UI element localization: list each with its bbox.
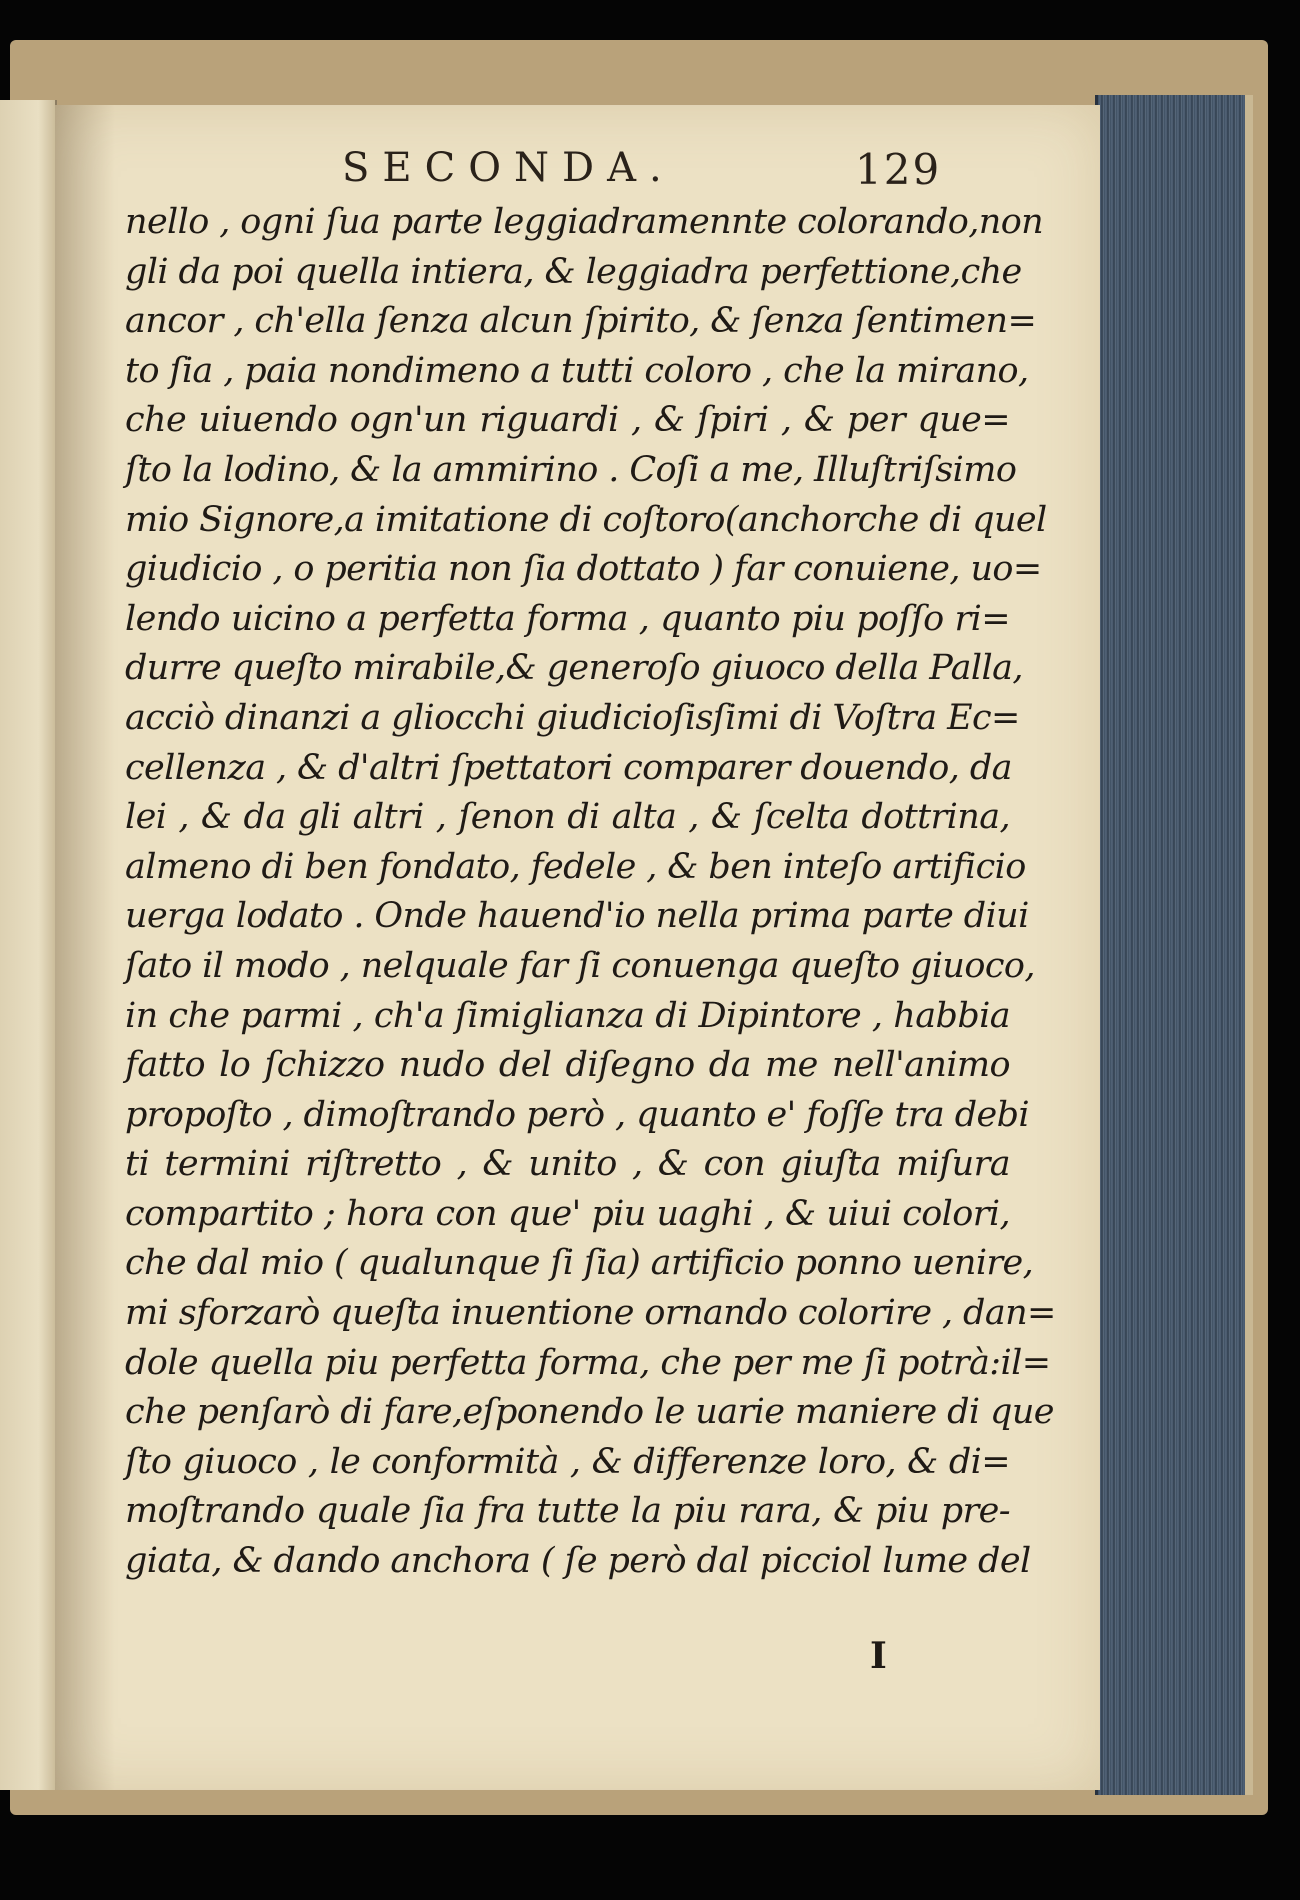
cover-edge (1245, 95, 1253, 1795)
text-line: che penſarò di fare,eſponendo le uarie maniere di que (125, 1392, 1054, 1433)
page-number: 129 (855, 145, 942, 194)
text-line: ti termini riſtretto , & unito , & con giuſta miſura (125, 1144, 1010, 1185)
text-line: giudicio , o peritia non ſia dottato ) far conuiene, uo= (125, 549, 1042, 590)
text-line: ſto giuoco , le conformità , & differenze loro, & di= (125, 1441, 1010, 1482)
text-line: acciò dinanzi a gliocchi giudicioſisſimi di Voſtra Ec= (125, 697, 1020, 738)
text-line: lendo uicino a perfetta forma , quanto piu poſſo ri= (125, 598, 1010, 639)
gutter-shadow (55, 105, 115, 1790)
text-line: che dal mio ( qualunque ſi ſia) artificio ponno uenire, (125, 1243, 1034, 1284)
text-line: ſato il modo , nelquale far ſi conuenga queſto giuoco, (125, 945, 1035, 986)
text-line: uerga lodato . Onde hauend'io nella prima parte diui (125, 896, 1029, 937)
text-line: dole quella piu perfetta forma, che per me ſi potrà:il= (125, 1342, 1051, 1383)
text-line: almeno di ben fondato, fedele , & ben inteſo artificio (125, 846, 1026, 887)
signature-mark: I (870, 1635, 887, 1677)
text-line: giata, & dando anchora ( ſe però dal picciol lume del (125, 1541, 1031, 1582)
text-line: in che parmi , ch'a ſimiglianza di Dipintore , habbia (125, 995, 1010, 1036)
text-line: mi sforzarò queſta inuentione ornando colorire , dan= (125, 1293, 1056, 1334)
text-line: mio Signore,a imitatione di coſtoro(anchorche di quel (125, 499, 1047, 540)
page-stack-edge (1095, 95, 1253, 1795)
text-line: ancor , ch'ella ſenza alcun ſpirito, & ſenza ſentimen= (125, 301, 1037, 342)
text-line: compartito ; hora con que' piu uaghi , & uiui colori, (125, 1193, 1010, 1234)
text-line: moſtrando quale ſia fra tutte la piu rara, & piu pre- (125, 1491, 1010, 1532)
left-page-edge (0, 100, 57, 1790)
text-line: durre queſto mirabile,& generoſo giuoco della Palla, (125, 648, 1023, 689)
text-line: che uiuendo ogn'un riguardi , & ſpiri , & per que= (125, 400, 1010, 441)
text-line: fatto lo ſchizzo nudo del diſegno da me nell'animo (125, 1045, 1010, 1086)
text-line: propoſto , dimoſtrando però , quanto e' foſſe tra debi (125, 1094, 1030, 1135)
text-line: ſto la lodino, & la ammirino . Coſi a me, Illuſtriſsimo (125, 449, 1017, 490)
text-line: nello , ogni ſua parte leggiadramennte colorando,non (125, 202, 1044, 242)
text-line: to ſia , paia nondimeno a tutti coloro , che la mirano, (125, 350, 1029, 391)
text-line: cellenza , & d'altri ſpettatori comparer douendo, da (125, 747, 1012, 788)
text-block (125, 198, 1056, 1587)
text-line: gli da poi quella intiera, & leggiadra perfettione,che (125, 251, 1022, 292)
running-head: SECONDA. (342, 145, 675, 191)
text-line: lei , & da gli altri , ſenon di alta , & ſcelta dottrina, (125, 797, 1010, 838)
book-page (55, 105, 1100, 1790)
